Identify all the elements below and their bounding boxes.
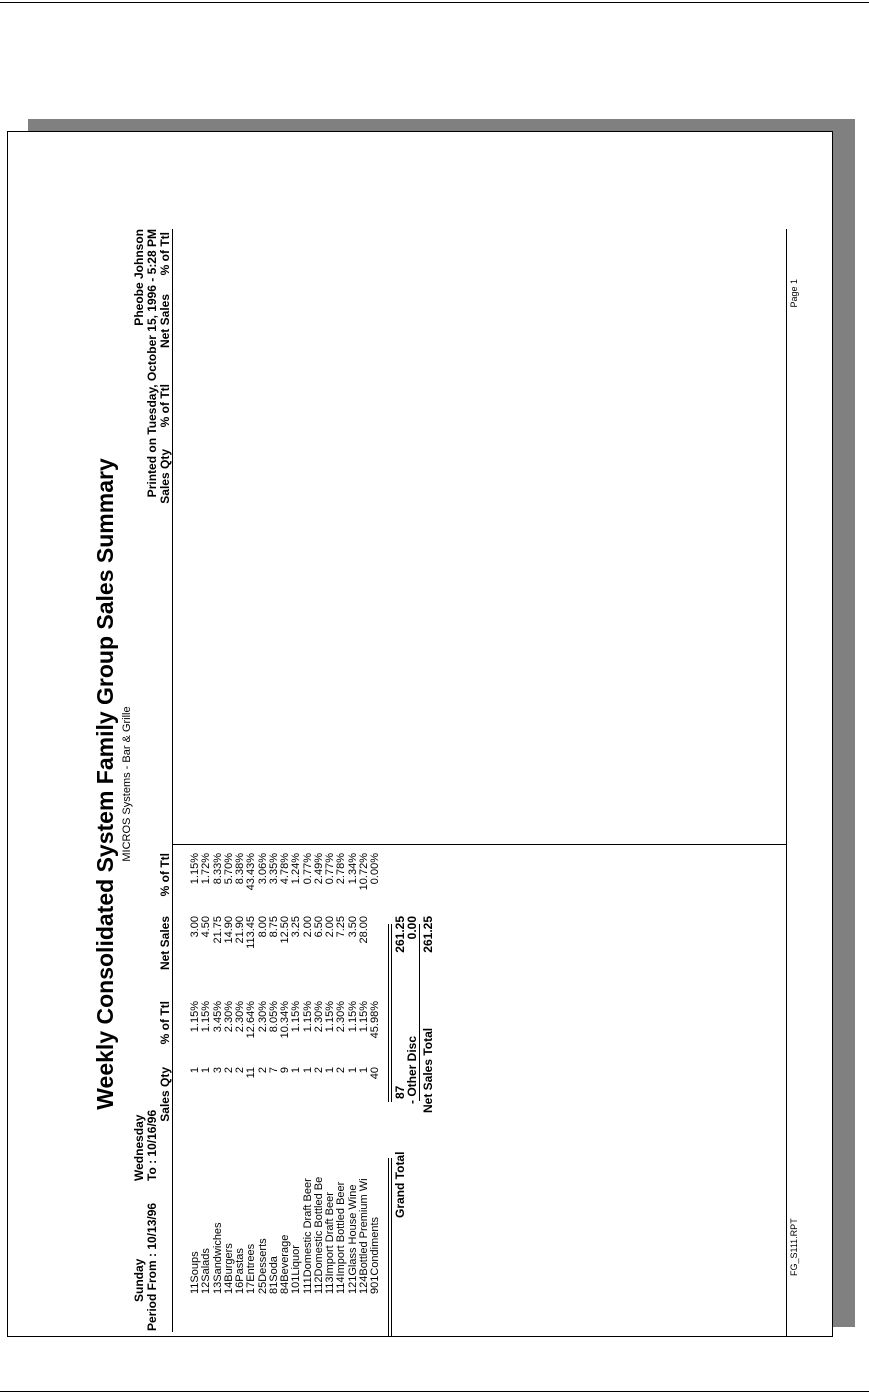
row-sales-qty: 3 — [211, 1067, 224, 1074]
end-day: Wednesday — [132, 1114, 146, 1181]
row-qty-pct: 1.15% — [301, 1001, 314, 1033]
row-qty-pct: 1.15% — [346, 1001, 359, 1033]
row-net-pct: 0.77% — [324, 853, 336, 885]
grand-total-qty-rule — [388, 924, 392, 1102]
row-net-sales: 7.25 — [335, 916, 348, 938]
row-family-group: 16Pastas — [234, 1248, 246, 1294]
row-family-group: 113Import Draft Beer — [324, 1192, 336, 1294]
row-qty-pct: 8.05% — [267, 1001, 280, 1033]
period-from: Period From : 10/13/96 — [145, 1202, 159, 1331]
row-net-pct: 8.38% — [234, 853, 246, 885]
row-family-group: 84Beverage — [279, 1234, 291, 1294]
row-net-sales: 8.75 — [267, 916, 280, 938]
row-net-pct: 2.49% — [312, 853, 325, 885]
row-sales-qty: 9 — [279, 1067, 291, 1074]
header-net-pct: % of Ttl — [158, 853, 172, 897]
row-net-sales: 3.50 — [346, 916, 359, 938]
row-qty-pct: 2.30% — [222, 1001, 235, 1033]
footer-rule — [786, 229, 787, 1337]
row-family-group: 12Salads — [200, 1248, 213, 1294]
row-family-group: 121Glass House Wine — [346, 1184, 359, 1294]
row-sales-qty: 40 — [369, 1067, 381, 1080]
row-net-pct: 2.78% — [335, 853, 348, 885]
grand-total-label: Grand Total — [393, 1151, 407, 1218]
row-sales-qty: 1 — [324, 1067, 336, 1074]
row-qty-pct: 1.15% — [324, 1001, 336, 1033]
row-sales-qty: 11 — [245, 1067, 258, 1079]
row-net-pct: 4.78% — [279, 853, 291, 885]
row-net-pct: 0.77% — [301, 853, 314, 885]
row-sales-qty: 2 — [256, 1067, 269, 1074]
row-family-group: 901Condiments — [369, 1216, 381, 1294]
row-sales-qty: 1 — [200, 1067, 213, 1074]
row-sales-qty: 2 — [234, 1067, 246, 1074]
row-qty-pct: 2.30% — [312, 1001, 325, 1033]
family-group-rows — [190, 849, 390, 1337]
row-qty-pct: 1.15% — [189, 1001, 201, 1033]
row-sales-qty: 7 — [267, 1067, 280, 1074]
row-family-group: 25Desserts — [256, 1238, 269, 1294]
row-net-pct: 8.33% — [211, 853, 224, 885]
footer-page: Page 1 — [789, 279, 799, 308]
right-header-net-pct: % of Ttl — [158, 232, 172, 276]
row-qty-pct: 12.64% — [245, 1001, 258, 1039]
net-sales-total-value: 261.25 — [421, 916, 435, 953]
row-sales-qty: 1 — [189, 1067, 201, 1074]
row-family-group: 101Liquor — [290, 1245, 303, 1294]
row-net-sales: 3.25 — [290, 916, 303, 938]
row-net-pct: 3.35% — [267, 853, 280, 885]
row-sales-qty: 1 — [290, 1067, 303, 1074]
report-page — [7, 131, 833, 1337]
right-header-net-sales: Net Sales — [158, 294, 172, 349]
row-net-pct: 10.72% — [357, 853, 370, 891]
row-qty-pct: 1.15% — [357, 1001, 370, 1033]
footer-file: FG_S111.RPT — [789, 1218, 799, 1276]
row-net-sales: 3.00 — [189, 916, 201, 938]
column-divider — [173, 844, 786, 845]
row-qty-pct: 45.98% — [369, 1001, 381, 1039]
report-subtitle: MICROS Systems - Bar & Grille — [121, 706, 133, 862]
row-sales-qty: 2 — [312, 1067, 325, 1074]
row-qty-pct: 1.15% — [290, 1001, 303, 1033]
printed-on: Printed on Tuesday, October 15, 1996 - 5:28 PM — [145, 229, 159, 498]
right-header-sales-qty: Sales Qty — [158, 449, 172, 504]
header-underline — [172, 229, 173, 1332]
row-family-group: 124Bottled Premium Wi — [357, 1178, 370, 1294]
report-rotated — [92, 229, 808, 1337]
start-day: Sunday — [132, 1258, 146, 1302]
row-net-sales: 12.50 — [279, 916, 291, 944]
row-net-sales: 28.00 — [357, 916, 370, 944]
row-net-sales: 8.00 — [256, 916, 269, 938]
top-rule — [0, 2, 869, 3]
row-sales-qty: 1 — [346, 1067, 359, 1074]
row-qty-pct: 1.15% — [200, 1001, 213, 1033]
header-qty-pct: % of Ttl — [158, 1001, 172, 1045]
row-qty-pct: 3.45% — [211, 1001, 224, 1033]
row-family-group: 112Domestic Bottled Be — [312, 1176, 325, 1294]
row-sales-qty: 1 — [301, 1067, 314, 1074]
row-net-pct: 43.43% — [245, 853, 258, 891]
row-family-group: 114Import Bottled Beer — [335, 1181, 348, 1294]
row-net-sales: 4.50 — [200, 916, 213, 938]
row-net-pct: 5.70% — [222, 853, 235, 885]
row-family-group: 81Soda — [267, 1256, 280, 1294]
grand-total-net: 261.25 — [393, 916, 407, 953]
row-net-sales: 2.00 — [301, 916, 314, 938]
row-sales-qty: 2 — [222, 1067, 235, 1074]
row-net-sales: 21.90 — [234, 916, 246, 944]
bottom-rule — [0, 1391, 869, 1392]
row-family-group: 111Domestic Draft Beer — [301, 1178, 314, 1294]
other-disc-label: - Other Disc — [405, 1035, 419, 1104]
row-net-pct: 1.24% — [290, 853, 303, 885]
net-sales-total-label: Net Sales Total — [421, 1027, 435, 1113]
period-to: To : 10/16/96 — [145, 1109, 159, 1181]
row-net-sales: 14.90 — [222, 916, 235, 944]
user-name: Pheobe Johnson — [132, 229, 146, 326]
row-sales-qty: 2 — [335, 1067, 348, 1074]
row-net-pct: 1.72% — [200, 853, 213, 885]
row-qty-pct: 2.30% — [256, 1001, 269, 1033]
net-sales-rule — [419, 924, 420, 1101]
right-header-qty-pct: % of Ttl — [158, 384, 172, 428]
other-disc-value: 0.00 — [405, 916, 419, 940]
row-family-group: 13Sandwiches — [211, 1222, 224, 1294]
header-sales-qty: Sales Qty — [158, 1067, 172, 1122]
row-net-pct: 1.34% — [346, 853, 359, 885]
row-net-pct: 1.15% — [189, 853, 201, 885]
row-sales-qty: 1 — [357, 1067, 370, 1074]
header-net-sales: Net Sales — [158, 916, 172, 971]
row-net-sales: 2.00 — [324, 916, 336, 938]
grand-total-left-rule — [388, 1158, 392, 1337]
row-net-sales: 21.75 — [211, 916, 224, 944]
row-net-pct: 0.00% — [369, 853, 381, 885]
report-title: Weekly Consolidated System Family Group Sales Summary — [92, 458, 118, 1110]
row-family-group: 11Soups — [189, 1251, 201, 1294]
row-qty-pct: 2.30% — [335, 1001, 348, 1033]
row-qty-pct: 2.30% — [234, 1001, 246, 1033]
row-qty-pct: 10.34% — [279, 1001, 291, 1039]
row-net-sales: 113.45 — [245, 916, 258, 949]
grand-total-qty: 87 — [393, 1085, 407, 1099]
row-net-pct: 3.06% — [256, 853, 269, 885]
row-net-sales: 6.50 — [312, 916, 325, 938]
row-family-group: 14Burgers — [222, 1243, 235, 1294]
row-family-group: 17Entrees — [245, 1243, 258, 1294]
